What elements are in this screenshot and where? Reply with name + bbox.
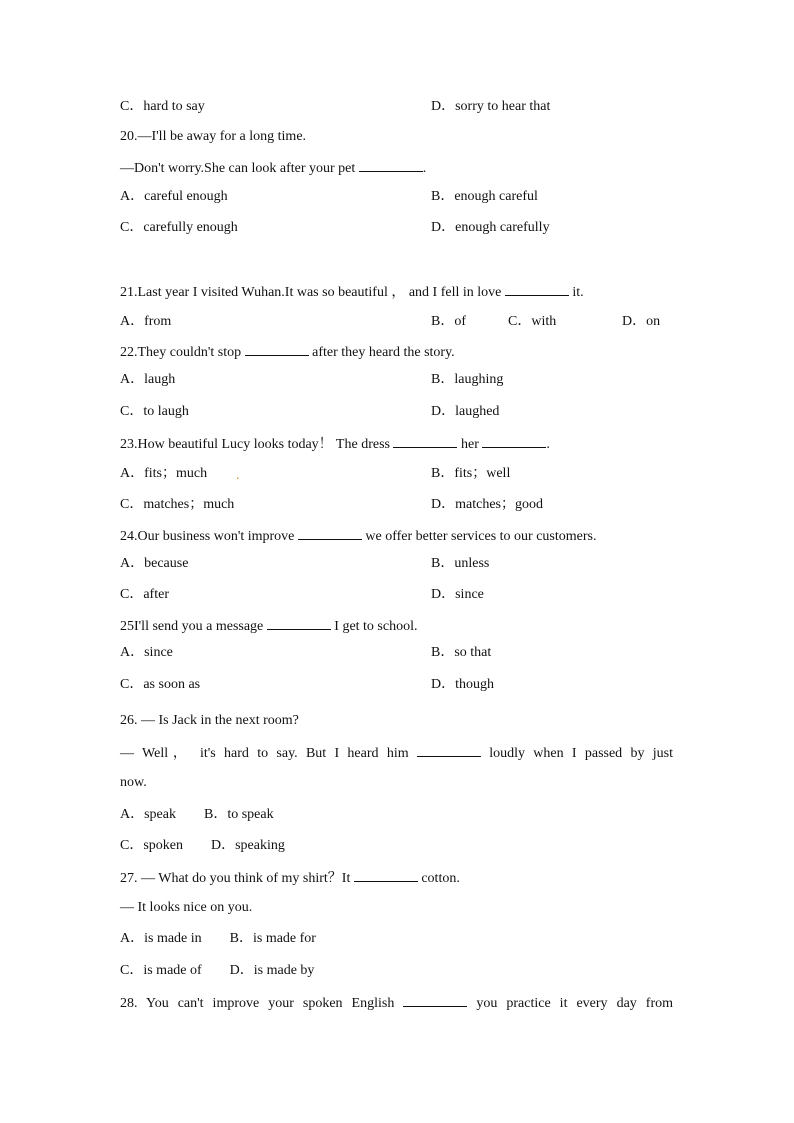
q20-line2 [120, 158, 426, 178]
q22-option-a: A．laugh [120, 372, 176, 387]
q26-stem: 26. — Is Jack in the next room? [120, 713, 299, 728]
q21-option-b: B．of [431, 314, 466, 329]
answer-blank [245, 342, 309, 356]
q24-option-b: B．unless [431, 556, 490, 571]
answer-blank [417, 743, 481, 757]
q19-option-c: C．hard to say [120, 99, 205, 114]
q26-options-row2: C．spoken D．speaking [120, 838, 285, 853]
answer-blank [482, 434, 546, 448]
answer-blank [505, 282, 569, 296]
q22-option-d: D．laughed [431, 404, 500, 419]
q24-stem-text: 24.Our business won't improve [120, 529, 298, 544]
q21-stem [120, 282, 584, 302]
q24-option-a: A．because [120, 556, 189, 571]
q24-option-d: D．since [431, 587, 484, 602]
q28-stem-end: you practice it every day from [467, 996, 674, 1011]
q20-option-d: D．enough carefully [431, 220, 550, 235]
q22-stem [120, 342, 455, 362]
answer-blank [403, 993, 467, 1007]
q27-options-row2: C．is made of D．is made by [120, 963, 315, 978]
answer-blank [393, 434, 457, 448]
q20-line2-text: —Don't worry.She can look after your pet [120, 161, 359, 176]
q23-stem [120, 434, 550, 454]
answer-blank [354, 868, 418, 882]
q19-option-d: D．sorry to hear that [431, 99, 551, 114]
q22-stem-text: 22.They couldn't stop [120, 345, 245, 360]
q20-stem: 20.—I'll be away for a long time. [120, 129, 307, 144]
q24-stem [120, 526, 596, 546]
q27-line2: — It looks nice on you. [120, 900, 253, 915]
q25-stem-end: I get to school. [330, 619, 418, 634]
q22-option-c: C．to laugh [120, 404, 189, 419]
q28-stem-text: 28. You can't improve your spoken English [120, 996, 404, 1011]
answer-blank [359, 158, 423, 172]
q26-line2-end: loudly when I passed by just [480, 746, 673, 761]
q25-option-d: D．though [431, 677, 494, 692]
q23-stem-middle: her [457, 437, 483, 452]
q20-option-c: C．carefully enough [120, 220, 238, 235]
q21-option-c: C．with [508, 314, 557, 329]
answer-blank [298, 526, 362, 540]
q21-option-a: A．from [120, 314, 172, 329]
q22-option-b: B．laughing [431, 372, 504, 387]
stray-mark: . [236, 468, 240, 483]
q23-stem-end: . [546, 437, 550, 452]
q24-stem-end: we offer better services to our customers. [361, 529, 597, 544]
q23-option-c: C．matches；much [120, 497, 235, 512]
q21-stem-end: it. [568, 285, 584, 300]
q25-option-a: A．since [120, 645, 173, 660]
q25-stem-text: 25I'll send you a message [120, 619, 267, 634]
q23-option-b: B．fits；well [431, 466, 511, 481]
q23-stem-text: 23.How beautiful Lucy looks today！ The dress [120, 437, 394, 452]
q27-stem [120, 868, 460, 888]
q24-option-c: C．after [120, 587, 169, 602]
q27-stem-text: 27. — What do you think of my shirt？It [120, 871, 354, 886]
q27-stem-end: cotton. [417, 871, 460, 886]
q23-option-a: A．fits；much [120, 466, 208, 481]
q28-stem [120, 993, 673, 1013]
q25-option-b: B．so that [431, 645, 492, 660]
q20-option-a: A．careful enough [120, 189, 228, 204]
q21-option-d: D．on [622, 314, 661, 329]
q21-stem-text: 21.Last year I visited Wuhan.It was so beautiful ， and I fell in love [120, 285, 505, 300]
q23-option-d: D．matches；good [431, 497, 543, 512]
q22-stem-end: after they heard the story. [308, 345, 455, 360]
q26-line2-text: — Well， it's hard to say. But I heard him [120, 746, 417, 761]
answer-blank [267, 616, 331, 630]
q20-line2-end: . [422, 161, 427, 176]
q25-option-c: C．as soon as [120, 677, 201, 692]
q26-options-row1: A．speak B．to speak [120, 807, 274, 822]
q26-line2 [120, 743, 673, 763]
q25-stem [120, 616, 418, 636]
q26-line3: now. [120, 775, 147, 790]
q20-option-b: B．enough careful [431, 189, 538, 204]
q27-options-row1: A．is made in B．is made for [120, 931, 316, 946]
